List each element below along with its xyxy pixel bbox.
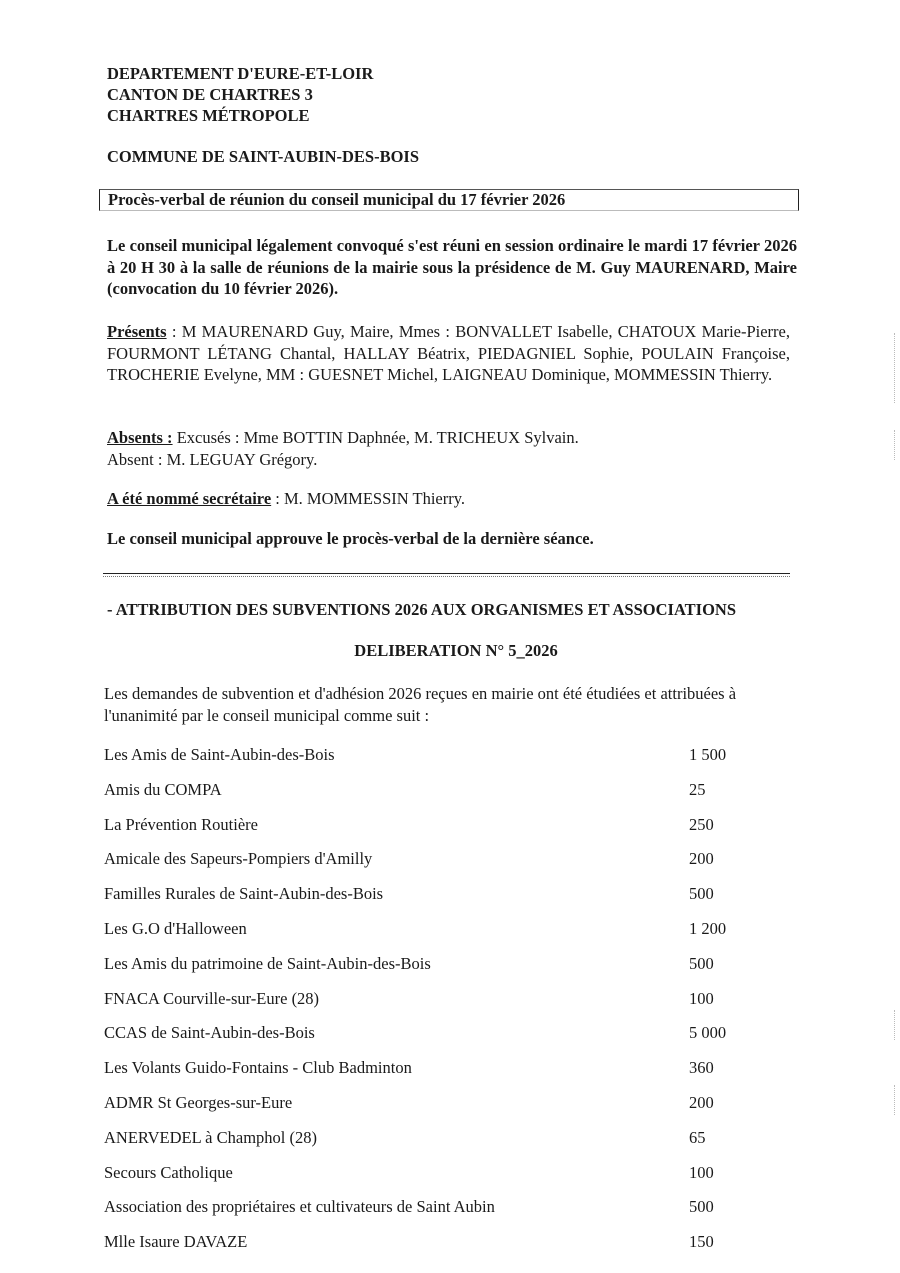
subvention-amount: 5 000	[689, 1023, 727, 1043]
subvention-amount: 150	[689, 1232, 714, 1252]
section-title: - ATTRIBUTION DES SUBVENTIONS 2026 AUX ORGANISMES ET ASSOCIATIONS	[107, 600, 736, 619]
subvention-row	[0, 954, 900, 989]
header-metropole: CHARTRES MÉTROPOLE	[107, 106, 310, 125]
pv-title-box	[99, 189, 799, 211]
commune-title: COMMUNE DE SAINT-AUBIN-DES-BOIS	[107, 147, 420, 166]
subvention-organisation: CCAS de Saint-Aubin-des-Bois	[104, 1023, 315, 1043]
subvention-row	[0, 1093, 900, 1128]
secretaire-paragraph	[107, 488, 790, 510]
subvention-organisation: FNACA Courville-sur-Eure (28)	[104, 988, 320, 1008]
subvention-row	[0, 1232, 900, 1267]
subvention-row	[0, 780, 900, 815]
subvention-row	[0, 1163, 900, 1198]
subvention-row	[0, 1128, 900, 1163]
subvention-organisation: Les Amis du patrimoine de Saint-Aubin-des-Bois	[104, 953, 431, 973]
presents-list: : M MAURENARD Guy, Maire, Mmes : BONVALLET Isabelle, CHATOUX Marie-Pierre, FOURMONT LÉTANG Chantal, HALLAY Béatrix, PIEDAGNIEL Sophie, POULAIN Françoise, TROCHERIE Evelyne, MM : GUESNET Michel, LAIGNEAU Dominique, MOMMESSIN Thierry.	[107, 322, 790, 384]
header-department: DEPARTEMENT D'EURE-ET-LOIR	[107, 64, 374, 83]
subvention-organisation: La Prévention Routière	[104, 814, 258, 834]
scan-artifact	[894, 1085, 897, 1115]
approval-statement: Le conseil municipal approuve le procès-verbal de la dernière séance.	[107, 529, 594, 548]
subvention-amount: 25	[689, 779, 706, 799]
subvention-amount: 250	[689, 814, 714, 834]
subvention-row	[0, 884, 900, 919]
subvention-amount: 200	[689, 849, 714, 869]
subvention-organisation: Amicale des Sapeurs-Pompiers d'Amilly	[104, 849, 373, 869]
subvention-organisation: Familles Rurales de Saint-Aubin-des-Bois	[104, 884, 384, 904]
absents-label: Absents :	[107, 428, 173, 447]
subvention-organisation: ANERVEDEL à Champhol (28)	[104, 1127, 317, 1147]
scan-artifact	[894, 1010, 897, 1040]
absents-absent: Absent : M. LEGUAY Grégory.	[107, 449, 318, 469]
subvention-organisation: Secours Catholique	[104, 1162, 233, 1182]
subvention-row	[0, 989, 900, 1024]
subvention-amount: 500	[689, 1197, 714, 1217]
subvention-row	[0, 815, 900, 850]
absents-excuses: Excusés : Mme BOTTIN Daphnée, M. TRICHEUX Sylvain.	[172, 428, 579, 447]
secretaire-label: A été nommé secrétaire	[107, 489, 272, 508]
subvention-organisation: Les Volants Guido-Fontains - Club Badminton	[104, 1058, 412, 1078]
subvention-amount: 360	[689, 1058, 714, 1078]
subventions-description: Les demandes de subvention et d'adhésion 2026 reçues en mairie ont été étudiées et attribuées à l'unanimité par le conseil municipal comme suit :	[104, 684, 737, 725]
subvention-row	[0, 745, 900, 780]
presents-paragraph	[107, 321, 790, 386]
subvention-row	[0, 919, 900, 954]
subvention-amount: 500	[689, 953, 714, 973]
secretaire-name: : M. MOMMESSIN Thierry.	[271, 489, 466, 508]
subvention-organisation: ADMR St Georges-sur-Eure	[104, 1092, 293, 1112]
subvention-amount: 1 200	[689, 918, 727, 938]
meeting-intro: Le conseil municipal légalement convoqué s'est réuni en session ordinaire le mardi 17 février 2026 à 20 H 30 à la salle de réunions de la mairie sous la présidence de M. Guy MAURENARD, Maire (convocation du 10 février 2026).	[107, 236, 797, 298]
section-divider	[103, 573, 790, 574]
absents-paragraph	[107, 427, 790, 470]
scan-artifact	[894, 333, 897, 403]
presents-label: Présents	[107, 322, 167, 341]
subvention-row	[0, 849, 900, 884]
subvention-organisation: Association des propriétaires et cultivateurs de Saint Aubin	[104, 1197, 495, 1217]
header-canton: CANTON DE CHARTRES 3	[107, 85, 313, 104]
deliberation-number	[0, 641, 900, 661]
subvention-amount: 100	[689, 1162, 714, 1182]
subvention-row	[0, 1023, 900, 1058]
subventions-list	[0, 745, 900, 1267]
subvention-organisation: Mlle Isaure DAVAZE	[104, 1232, 248, 1252]
subvention-organisation: Amis du COMPA	[104, 779, 222, 799]
subvention-row	[0, 1058, 900, 1093]
pv-title: Procès-verbal de réunion du conseil municipal du 17 février 2026	[108, 190, 566, 209]
subvention-organisation: Les G.O d'Halloween	[104, 918, 247, 938]
scan-artifact	[894, 430, 897, 460]
subvention-amount: 500	[689, 884, 714, 904]
document-header	[107, 63, 373, 126]
section-divider-dotted	[103, 576, 790, 577]
subvention-amount: 100	[689, 988, 714, 1008]
subvention-amount: 1 500	[689, 745, 727, 764]
subvention-row	[0, 1197, 900, 1232]
subvention-amount: 65	[689, 1127, 706, 1147]
subvention-amount: 200	[689, 1092, 714, 1112]
subvention-organisation: Les Amis de Saint-Aubin-des-Bois	[104, 745, 335, 764]
deliberation-label: DELIBERATION N° 5_2026	[354, 641, 558, 660]
